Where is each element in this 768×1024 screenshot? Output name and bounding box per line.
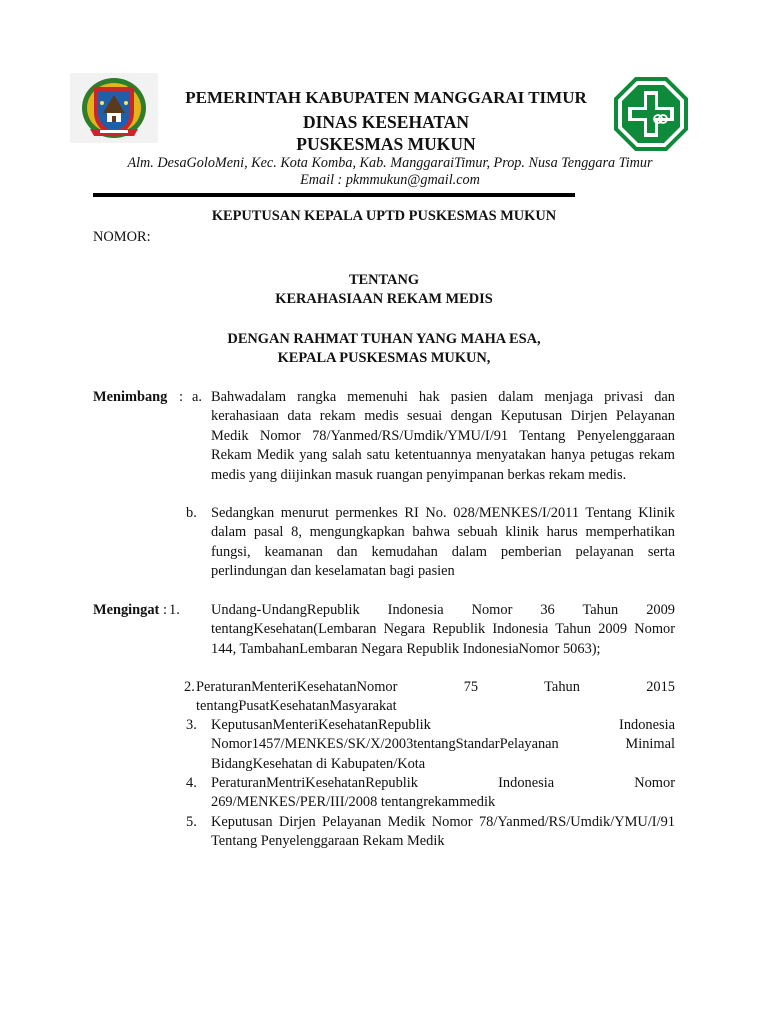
letterhead-divider xyxy=(93,193,575,197)
menimbang-item-a-marker: a. xyxy=(192,389,202,405)
decree-subject: KERAHASIAAN REKAM MEDIS xyxy=(275,291,493,307)
header-puskesmas-name: PUSKESMAS MUKUN xyxy=(296,134,476,154)
blessing-line-1: DENGAN RAHMAT TUHAN YANG MAHA ESA, xyxy=(227,331,541,347)
mengingat-item-4-text: PeraturanMentriKesehatanRepublik Indonesia Nomor 269/MENKES/PER/III/2008 tentangrekammedik xyxy=(211,775,675,811)
mengingat-label: Mengingat xyxy=(93,602,160,618)
mengingat-item-5-text: Keputusan Dirjen Pelayanan Medik Nomor 78/Yanmed/RS/Umdik/YMU/I/91 Tentang Penyelenggaraan Rekam Medik xyxy=(211,814,675,850)
blessing-line-2: KEPALA PUSKESMAS MUKUN, xyxy=(277,350,491,366)
menimbang-item-b-text: Sedangkan menurut permenkes RI No. 028/MENKES/I/2011 Tentang Klinik dalam pasal 8, mengungkapkan bahwa sebuah klinik harus memperhatikan fungsi, keamanan dan kemudahan dalam pemberian pelayanan serta perlindungan dan keselamatan bagi pasien xyxy=(211,505,675,580)
menimbang-separator: : xyxy=(179,389,183,405)
nomor-label: NOMOR: xyxy=(93,229,151,245)
decree-title: KEPUTUSAN KEPALA UPTD PUSKESMAS MUKUN xyxy=(211,208,557,224)
mengingat-item-2-text: PeraturanMenteriKesehatanNomor 75 Tahun 2015 tentangPusatKesehatanMasyarakat xyxy=(196,679,675,715)
tentang-heading: TENTANG xyxy=(348,272,420,288)
mengingat-item-5-marker: 5. xyxy=(186,814,197,830)
header-email: Email : pkmmukun@gmail.com xyxy=(300,172,480,188)
mengingat-item-4-marker: 4. xyxy=(186,775,197,791)
header-government-name: PEMERINTAH KABUPATEN MANGGARAI TIMUR xyxy=(185,88,587,107)
mengingat-item-3-text: KeputusanMenteriKesehatanRepublik Indonesia Nomor1457/MENKES/SK/X/2003tentangStandarPelayanan Minimal BidangKesehatan di Kabupaten/Kota xyxy=(211,717,675,772)
menimbang-item-b-marker: b. xyxy=(186,505,197,521)
header-address: Alm. DesaGoloMeni, Kec. Kota Komba, Kab. ManggaraiTimur, Prop. Nusa Tenggara Timur xyxy=(127,155,653,171)
mengingat-separator: : xyxy=(163,602,167,618)
mengingat-item-2-marker: 2. xyxy=(184,679,195,695)
menimbang-label: Menimbang xyxy=(93,389,168,405)
mengingat-item-1-text: Undang-UndangRepublik Indonesia Nomor 36 Tahun 2009 tentangKesehatan(Lembaran Negara Republik Indonesia Tahun 2009 Nomor 144, TambahanLembaran Negara Republik IndonesiaNomor 5063); xyxy=(211,602,675,657)
mengingat-item-1-marker: 1. xyxy=(169,602,180,618)
menimbang-item-a-text: Bahwadalam rangka memenuhi hak pasien dalam menjaga privasi dan kerahasiaan data rekam medis sesuai dengan Keputusan Dirjen Pelayanan Medik Nomor 78/Yanmed/RS/Umdik/YMU/I/91 Tentang Penyelenggaraan Rekam Medik yang salah satu ketentuannya menyatakan hanya petugas rekam medis yang diijinkan masuk ruangan penyimpanan berkas rekam medis. xyxy=(211,389,675,483)
mengingat-item-3-marker: 3. xyxy=(186,717,197,733)
header-agency-name: DINAS KESEHATAN xyxy=(302,112,470,132)
regency-coat-of-arms-logo xyxy=(70,73,158,143)
puskesmas-logo xyxy=(614,77,688,151)
